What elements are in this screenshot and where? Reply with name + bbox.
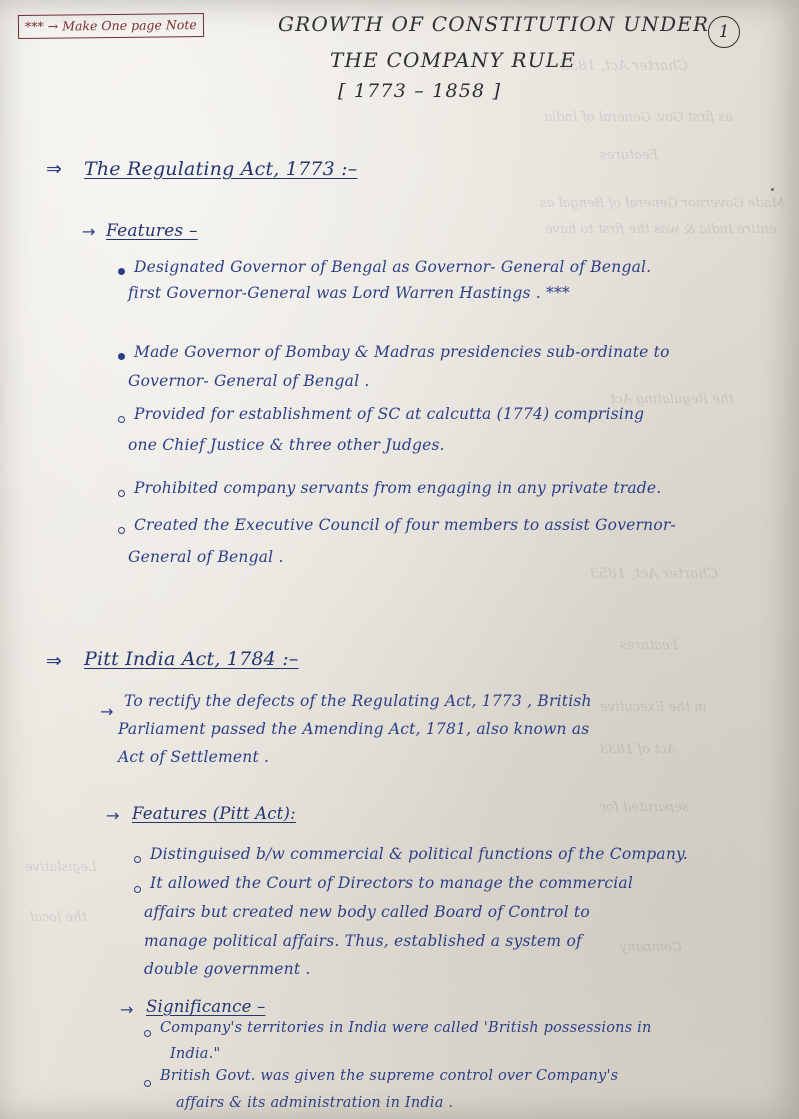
point-line: Made Governor of Bombay & Madras presidencies sub-ordinate to xyxy=(134,343,670,361)
point-line: British Govt. was given the supreme control over Company's xyxy=(160,1068,619,1084)
point-line: double government . xyxy=(144,960,311,978)
ghost-text: the local xyxy=(30,910,87,925)
ghost-text: the Regulating Act xyxy=(610,392,734,407)
point-line: Designated Governor of Bengal as Governor- General of Bengal. xyxy=(134,258,652,276)
point-line: Company's territories in India were called 'British possessions in xyxy=(160,1020,652,1036)
sub-heading-features-pitt-act: Features (Pitt Act): xyxy=(132,804,296,823)
intro-line: To rectify the defects of the Regulating Act, 1773 , British xyxy=(124,692,592,710)
ghost-text: Charter Act, 1853 xyxy=(590,566,718,582)
page-title-line-2: THE COMPANY RULE xyxy=(330,48,577,72)
bullet-icon xyxy=(144,1080,151,1087)
point-line: Prohibited company servants from engaging in any private trade. xyxy=(134,479,662,497)
section-arrow-icon: ⇒ xyxy=(46,158,62,180)
bullet-icon xyxy=(134,856,141,863)
ghost-text: entire India & was the first to have xyxy=(545,222,777,237)
sub-arrow-icon: → xyxy=(106,806,120,825)
sub-arrow-icon: → xyxy=(120,1000,134,1019)
intro-line: Parliament passed the Amending Act, 1781, also known as xyxy=(118,720,590,738)
bullet-icon xyxy=(118,268,125,275)
intro-line: Act of Settlement . xyxy=(118,748,270,766)
ghost-text: Charter Act, 1833 xyxy=(560,58,688,74)
point-line: Distinguised b/w commercial & political functions of the Company. xyxy=(150,845,689,863)
sub-arrow-icon: → xyxy=(82,222,96,241)
ink-speck xyxy=(771,188,774,191)
point-line: Created the Executive Council of four members to assist Governor- xyxy=(134,516,676,534)
bullet-icon xyxy=(144,1030,151,1037)
ghost-text: separated for xyxy=(600,800,689,815)
bullet-icon xyxy=(134,886,141,893)
ghost-text: Company xyxy=(620,940,682,955)
point-line: Provided for establishment of SC at calcutta (1774) comprising xyxy=(134,405,645,423)
sub-heading-significance: Significance – xyxy=(146,997,266,1016)
ghost-text: Features xyxy=(620,638,678,653)
bullet-icon xyxy=(118,527,125,534)
point-line: affairs but created new body called Board of Control to xyxy=(144,903,590,921)
page-title-line-1: GROWTH OF CONSTITUTION UNDER xyxy=(278,12,710,36)
bullet-icon xyxy=(118,416,125,423)
sub-heading-features: Features – xyxy=(106,221,198,241)
point-line: manage political affairs. Thus, established a system of xyxy=(144,932,582,950)
point-line: one Chief Justice & three other Judges. xyxy=(128,436,445,454)
point-line: General of Bengal . xyxy=(128,548,284,566)
bullet-icon xyxy=(118,353,125,360)
page-title-line-3: [ 1773 – 1858 ] xyxy=(338,80,502,102)
section-heading-regulating-act: The Regulating Act, 1773 :– xyxy=(84,158,358,180)
point-line: affairs & its administration in India . xyxy=(176,1095,454,1111)
point-line: first Governor-General was Lord Warren Hastings . *** xyxy=(128,284,570,302)
ghost-text: in the Executive xyxy=(600,700,707,715)
point-line: It allowed the Court of Directors to manage the commercial xyxy=(150,874,634,892)
ghost-text: Made Governor General of Bengal as xyxy=(540,196,785,211)
ghost-text: Features xyxy=(600,148,658,163)
point-line: India." xyxy=(170,1046,221,1062)
section-heading-pitt-india-act: Pitt India Act, 1784 :– xyxy=(84,648,299,670)
sub-arrow-icon: → xyxy=(100,702,114,721)
point-line: Governor- General of Bengal . xyxy=(128,372,370,390)
ghost-text: Legislative xyxy=(25,860,97,875)
ghost-text: as first Gov. General of India. xyxy=(540,110,733,125)
section-arrow-icon: ⇒ xyxy=(46,650,62,672)
bullet-icon xyxy=(118,490,125,497)
page-number: 1 xyxy=(708,16,740,48)
ghost-text: Act of 1833 xyxy=(600,742,676,757)
margin-note: *** → Make One page Note xyxy=(18,13,204,39)
